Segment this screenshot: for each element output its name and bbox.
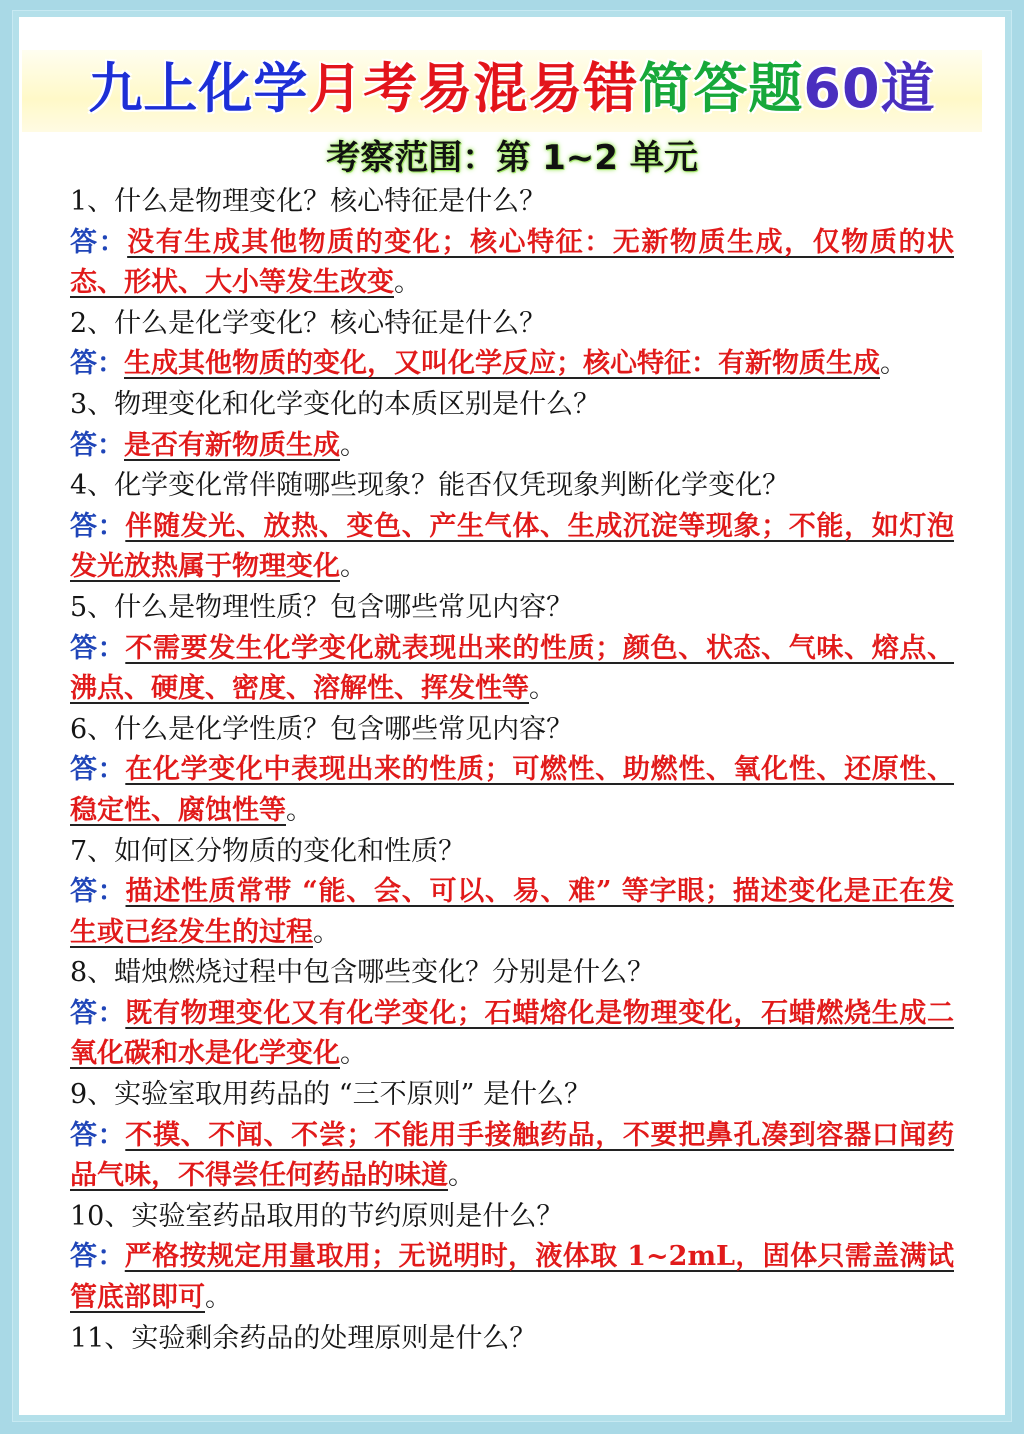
qa-item bbox=[70, 304, 954, 385]
answer-label: 答： bbox=[70, 754, 126, 786]
qa-item bbox=[70, 832, 954, 954]
answer-label: 答： bbox=[70, 632, 126, 664]
answer-text: 既有物理变化又有化学变化；石蜡熔化是物理变化，石蜡燃烧生成二氧化碳和水是化学变化 bbox=[70, 997, 955, 1070]
answer-text: 伴随发光、放热、变色、产生气体、生成沉淀等现象；不能，如灯泡发光放热属于物理变化 bbox=[70, 510, 955, 583]
question-text: 3、物理变化和化学变化的本质区别是什么？ bbox=[70, 388, 601, 420]
question-text: 5、什么是物理性质？包含哪些常见内容？ bbox=[70, 591, 574, 623]
answer-end-mark: 。 bbox=[340, 551, 367, 583]
qa-item bbox=[70, 710, 954, 832]
answer-block bbox=[70, 629, 954, 710]
qa-item bbox=[70, 182, 954, 304]
answer-text: 不需要发生化学变化就表现出来的性质；颜色、状态、气味、熔点、沸点、硬度、密度、溶解性、挥发性等 bbox=[70, 632, 955, 705]
answer-text: 是否有新物质生成 bbox=[124, 429, 340, 461]
page-title bbox=[0, 52, 1024, 126]
answer-label: 答： bbox=[70, 997, 126, 1029]
answer-label: 答： bbox=[70, 348, 124, 380]
answer-text: 不摸、不闻、不尝；不能用手接触药品，不要把鼻孔凑到容器口闻药品气味，不得尝任何药品的味道 bbox=[70, 1119, 955, 1192]
qa-item bbox=[70, 953, 954, 1075]
answer-block bbox=[70, 344, 954, 385]
question-text: 9、实验室取用药品的 “三不原则” 是什么？ bbox=[70, 1079, 591, 1111]
question-text: 4、化学变化常伴随哪些现象？能否仅凭现象判断化学变化？ bbox=[70, 470, 790, 502]
question-list bbox=[70, 182, 954, 1359]
answer-end-mark: 。 bbox=[205, 1282, 232, 1314]
answer-block bbox=[70, 507, 954, 588]
title-part-subject: 九上化学 bbox=[88, 57, 309, 120]
answer-label: 答： bbox=[70, 510, 126, 542]
qa-item bbox=[70, 1075, 954, 1197]
page-subtitle: 考察范围：第 1~2 单元 bbox=[326, 138, 698, 178]
question-text: 8、蜡烛燃烧过程中包含哪些变化？分别是什么？ bbox=[70, 957, 655, 989]
answer-block bbox=[70, 426, 954, 467]
answer-block bbox=[70, 750, 954, 831]
answer-label: 答： bbox=[70, 1241, 125, 1273]
question-text: 6、什么是化学性质？包含哪些常见内容？ bbox=[70, 713, 574, 745]
answer-text: 没有生成其他物质的变化；核心特征：无新物质生成，仅物质的状态、形状、大小等发生改变 bbox=[70, 226, 955, 299]
question-text: 7、如何区分物质的变化和性质？ bbox=[70, 835, 466, 867]
qa-item bbox=[70, 385, 954, 466]
answer-label: 答： bbox=[70, 876, 126, 908]
question-text: 11、实验剩余药品的处理原则是什么？ bbox=[70, 1322, 537, 1354]
title-part-topic: 月考易混易错 bbox=[308, 57, 639, 120]
answer-text: 在化学变化中表现出来的性质；可燃性、助燃性、氧化性、还原性、稳定性、腐蚀性等 bbox=[70, 754, 955, 826]
qa-item bbox=[70, 1319, 954, 1360]
answer-end-mark: 。 bbox=[394, 267, 421, 299]
answer-label: 答： bbox=[70, 1119, 126, 1151]
answer-text: 严格按规定用量取用；无说明时，液体取 1~2mL，固体只需盖满试管底部即可 bbox=[70, 1241, 954, 1314]
answer-block bbox=[70, 872, 954, 953]
qa-item bbox=[70, 1197, 954, 1319]
answer-label: 答： bbox=[70, 429, 124, 461]
answer-end-mark: 。 bbox=[880, 348, 907, 380]
answer-block bbox=[70, 1116, 954, 1197]
answer-end-mark: 。 bbox=[529, 673, 556, 705]
answer-end-mark: 。 bbox=[286, 794, 313, 826]
answer-end-mark: 。 bbox=[340, 429, 367, 461]
title-part-type: 简答题 bbox=[638, 57, 804, 120]
title-part-count: 60道 bbox=[803, 57, 936, 120]
answer-end-mark: 。 bbox=[313, 916, 340, 948]
qa-item bbox=[70, 466, 954, 588]
answer-text: 生成其他物质的变化，又叫化学反应；核心特征：有新物质生成 bbox=[124, 348, 880, 380]
answer-block bbox=[70, 1237, 954, 1318]
answer-block bbox=[70, 223, 954, 304]
answer-end-mark: 。 bbox=[340, 1038, 367, 1070]
answer-label: 答： bbox=[70, 226, 128, 258]
question-text: 2、什么是化学变化？核心特征是什么？ bbox=[70, 307, 547, 339]
answer-end-mark: 。 bbox=[448, 1160, 475, 1192]
qa-item bbox=[70, 588, 954, 710]
question-text: 10、实验室药品取用的节约原则是什么？ bbox=[70, 1200, 564, 1232]
answer-text: 描述性质常带 “能、会、可以、易、难” 等字眼；描述变化是正在发生或已经发生的过程 bbox=[70, 876, 955, 948]
answer-block bbox=[70, 994, 954, 1075]
question-text: 1、什么是物理变化？核心特征是什么？ bbox=[70, 186, 547, 217]
